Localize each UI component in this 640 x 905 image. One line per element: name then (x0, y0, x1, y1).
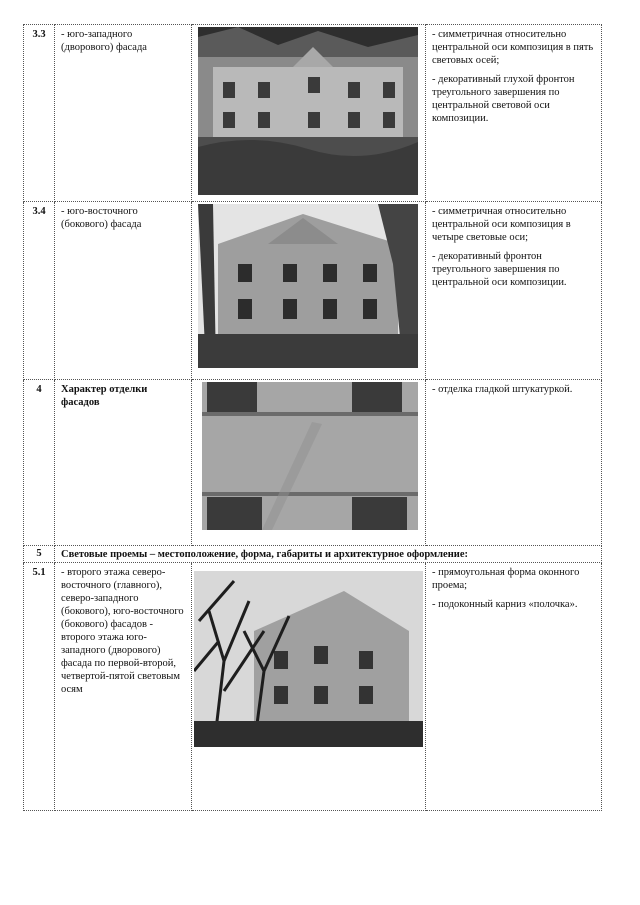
row-number: 4 (24, 380, 55, 546)
row-number: 3.4 (24, 202, 55, 380)
photo-southwest-facade (198, 27, 418, 195)
row-description: - второго этажа северо-восточного (главного), северо-западного (бокового), юго-восточного (бокового) фасадов - второго этажа юго-западного (дворового) фасада по первой-второй, четвертой-пятой световым осям (55, 563, 192, 811)
photo-window-openings (194, 571, 423, 747)
row-description: - юго-западного (дворового) фасада (55, 25, 192, 202)
photo-cell (192, 25, 426, 202)
row-description: - юго-восточного (бокового) фасада (55, 202, 192, 380)
row-number: 5 (24, 546, 55, 563)
photo-cell (192, 202, 426, 380)
row-notes (426, 563, 602, 811)
photo-cell (192, 380, 426, 546)
note-text: - декоративный глухой фронтон треугольного завершения по центральной световой оси композиции. (432, 74, 575, 124)
note-text: - симметричная относительно центральной оси композиция в пять световых осей; (432, 29, 594, 66)
row-notes (426, 25, 602, 202)
row-number: 5.1 (24, 563, 55, 811)
note-text: - декоративный фронтон треугольного завершения по центральной оси композиции. (432, 251, 567, 288)
photo-facade-finish (202, 382, 418, 530)
table-row (24, 202, 602, 380)
table-row (24, 380, 602, 546)
photo-cell (192, 563, 426, 811)
note-text: - подоконный карниз «полочка». (432, 599, 578, 610)
table-row (24, 563, 602, 811)
row-notes (426, 380, 602, 546)
note-text: - прямоугольная форма оконного проема; (432, 567, 580, 591)
photo-southeast-facade (198, 204, 418, 368)
row-notes (426, 202, 602, 380)
table-row (24, 25, 602, 202)
table-row (24, 546, 602, 563)
note-text: - отделка гладкой штукатуркой. (432, 384, 573, 395)
document-table (23, 24, 602, 811)
note-text: - симметричная относительно центральной оси композиция в четыре световые оси; (432, 206, 571, 243)
section-title: Световые проемы – местоположение, форма, габариты и архитектурное оформление: (55, 546, 602, 563)
row-description: Характер отделки фасадов (55, 380, 192, 546)
row-number: 3.3 (24, 25, 55, 202)
